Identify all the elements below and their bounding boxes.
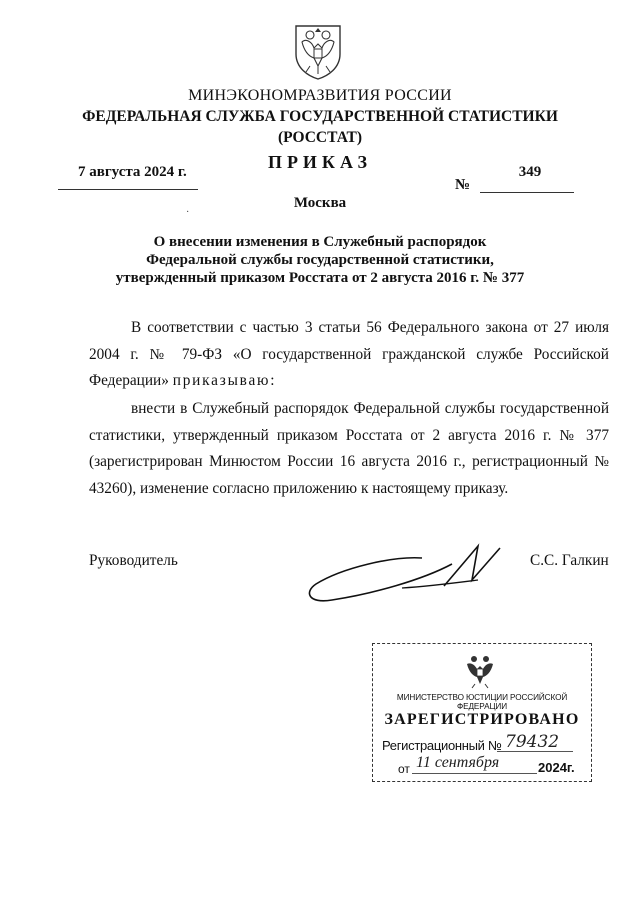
coat-of-arms-icon [292, 22, 344, 80]
body-paragraph-1 [89, 315, 609, 395]
stamp-registration-label: Регистрационный № [382, 738, 502, 753]
date-underline [58, 189, 198, 190]
stamp-ministry: МИНИСТЕРСТВО ЮСТИЦИИ РОССИЙСКОЙ ФЕДЕРАЦИИ [396, 693, 568, 711]
stamp-date-handwritten: 11 сентября [416, 754, 500, 771]
signer-title: Руководитель [89, 552, 178, 569]
stamp-date-prefix: от [398, 762, 410, 776]
signer-name: С.С. Галкин [530, 552, 609, 569]
stamp-coat-of-arms-icon [463, 652, 497, 690]
handwritten-signature [302, 540, 524, 606]
ministry-name: МИНЭКОНОМРАЗВИТИЯ РОССИИ [188, 87, 452, 104]
body-paragraph-2: внести в Служебный распорядок Федеральной службы государственной статистики, утвержденный приказом Росстата от 2 августа 2016 г. № 377 (зарегистрирован Минюстом России 16 августа 2016 г., регистрационный № 43260), изменение согласно приложению к настоящему приказу. [89, 400, 609, 497]
registration-number-underline [497, 751, 573, 752]
order-date: 7 августа 2024 г. [78, 164, 187, 180]
stamp-date-underline [412, 773, 537, 774]
subject-line-3: утвержденный приказом Росстата от 2 августа 2016 г. № 377 [115, 270, 525, 286]
agency-short-name: (РОССТАТ) [277, 129, 363, 146]
number-sign: № [455, 177, 471, 193]
stamp-registration-number: 79432 [505, 732, 560, 752]
body-paragraph-1-text: В соответствии с частью 3 статьи 56 Федерального закона от 27 июля 2004 г. № 79-ФЗ «О государственной гражданской службе Российской Федерации» [89, 319, 609, 389]
stamp-registered: ЗАРЕГИСТРИРОВАНО [384, 711, 580, 728]
document-type: ПРИКАЗ [267, 152, 373, 172]
subject-line-2: Федеральной службы государственной статистики, [146, 252, 494, 268]
subject-line-1: О внесении изменения в Служебный распорядок [153, 234, 487, 250]
city: Москва [293, 195, 347, 211]
number-underline [480, 192, 574, 193]
dot-mark: · [186, 207, 190, 218]
order-number: 349 [518, 164, 542, 180]
stamp-year: 2024г. [538, 760, 575, 775]
agency-name: ФЕДЕРАЛЬНАЯ СЛУЖБА ГОСУДАРСТВЕННОЙ СТАТИСТИКИ [82, 108, 558, 125]
order-action: приказываю: [172, 372, 277, 389]
